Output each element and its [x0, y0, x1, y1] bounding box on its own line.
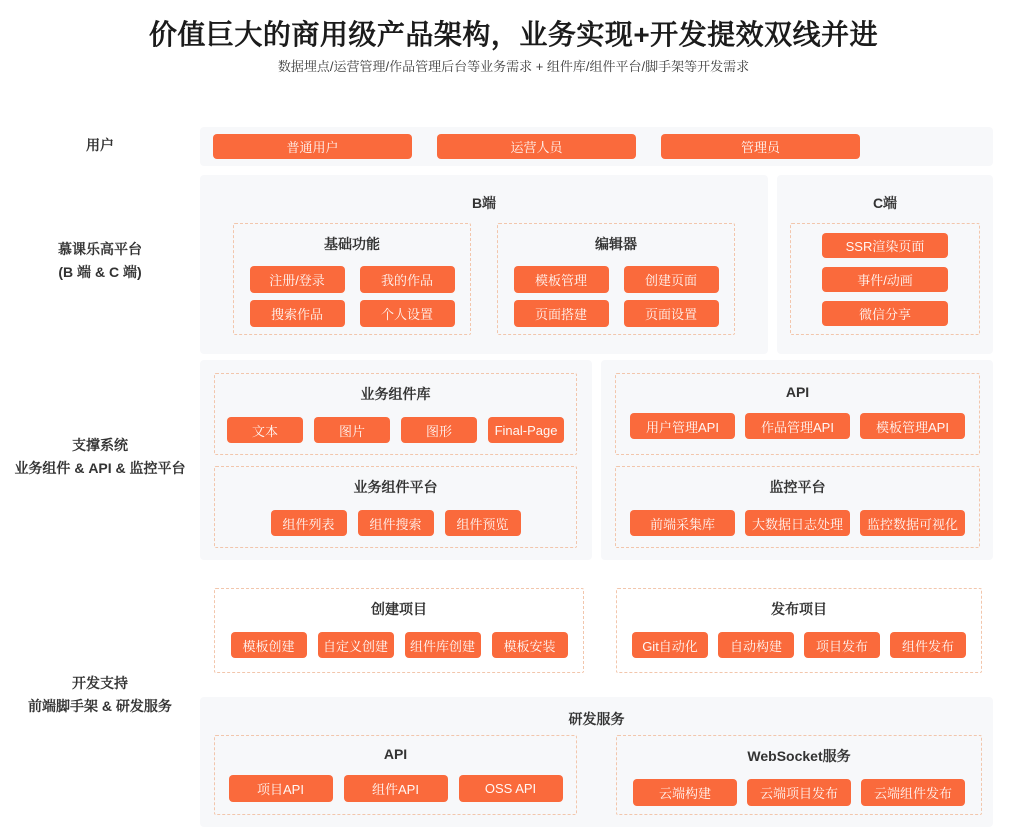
row-label-dev-line2: 前端脚手架 & 研发服务 [28, 698, 172, 714]
pill-operations-staff[interactable]: 运营人员 [437, 134, 636, 159]
c-side-panel [777, 175, 993, 354]
group-create-project-title: 创建项目 [371, 601, 427, 617]
pill-oss-api[interactable]: OSS API [459, 775, 563, 802]
pill-register-login[interactable]: 注册/登录 [250, 266, 345, 293]
group-websocket-service-buttons [617, 779, 981, 806]
pill-search-works[interactable]: 搜索作品 [250, 300, 345, 327]
group-websocket-service-title: WebSocket服务 [747, 748, 851, 764]
group-basic-functions [233, 223, 471, 335]
pill-image[interactable]: 图片 [314, 417, 390, 443]
group-editor [497, 223, 735, 335]
support-right-panel [601, 360, 993, 560]
pill-template-management[interactable]: 模板管理 [514, 266, 609, 293]
group-component-platform-buttons [215, 510, 576, 536]
pill-works-management-api[interactable]: 作品管理API [745, 413, 850, 439]
row-label-users-text: 用户 [86, 137, 114, 153]
row-label-dev-line1: 开发支持 [72, 675, 128, 691]
pill-template-install[interactable]: 模板安装 [492, 632, 568, 658]
pill-component-publish[interactable]: 组件发布 [890, 632, 966, 658]
page-subtitle: 数据埋点/运营管理/作品管理后台等业务需求 + 组件库/组件平台/脚手架等开发需求 [277, 59, 750, 74]
pill-cloud-build[interactable]: 云端构建 [633, 779, 737, 806]
pill-cloud-project-publish[interactable]: 云端项目发布 [747, 779, 851, 806]
page-title: 价值巨大的商用级产品架构，业务实现+开发提效双线并进 [148, 19, 879, 50]
pill-project-publish[interactable]: 项目发布 [804, 632, 880, 658]
services-panel [200, 697, 993, 827]
group-api-buttons [616, 413, 979, 439]
pill-personal-settings[interactable]: 个人设置 [360, 300, 455, 327]
group-editor-title: 编辑器 [595, 236, 637, 252]
group-component-library-title: 业务组件库 [360, 386, 431, 402]
pill-event-animation[interactable]: 事件/动画 [822, 267, 948, 292]
pill-component-search[interactable]: 组件搜索 [358, 510, 434, 536]
row-label-users [0, 134, 200, 157]
group-service-api [214, 735, 577, 815]
pill-template-management-api[interactable]: 模板管理API [860, 413, 965, 439]
pill-shape[interactable]: 图形 [401, 417, 477, 443]
support-left-panel [200, 360, 592, 560]
services-title: 研发服务 [568, 711, 625, 727]
pill-wechat-share[interactable]: 微信分享 [822, 301, 948, 326]
group-publish-project [616, 588, 982, 673]
b-side-panel [200, 175, 768, 354]
pill-user-management-api[interactable]: 用户管理API [630, 413, 735, 439]
group-api [615, 373, 980, 455]
group-publish-project-buttons [617, 632, 981, 658]
pill-admin[interactable]: 管理员 [661, 134, 860, 159]
pill-final-page[interactable]: Final-Page [488, 417, 564, 443]
pill-frontend-collector[interactable]: 前端采集库 [630, 510, 735, 536]
row-label-support [0, 434, 200, 480]
pill-component-list[interactable]: 组件列表 [271, 510, 347, 536]
row-label-platform-line2: (B 端 & C 端) [58, 264, 142, 280]
group-publish-project-title: 发布项目 [771, 601, 827, 617]
row-label-dev [0, 672, 200, 718]
group-monitor-platform-buttons [616, 510, 979, 536]
pill-cloud-component-publish[interactable]: 云端组件发布 [861, 779, 965, 806]
row-label-support-line2: 业务组件 & API & 监控平台 [14, 460, 186, 476]
pill-project-api[interactable]: 项目API [229, 775, 333, 802]
group-api-title: API [785, 384, 810, 400]
row-label-platform [0, 238, 200, 284]
pill-page-settings[interactable]: 页面设置 [624, 300, 719, 327]
group-monitor-platform [615, 466, 980, 548]
group-create-project-buttons [215, 632, 583, 658]
users-panel [200, 127, 993, 166]
row-label-platform-line1: 慕课乐高平台 [58, 241, 142, 257]
group-component-platform [214, 466, 577, 548]
pill-auto-build[interactable]: 自动构建 [718, 632, 794, 658]
row-label-support-line1: 支撑系统 [72, 437, 128, 453]
group-service-api-title: API [383, 746, 408, 762]
group-editor-buttons [514, 266, 719, 327]
pill-monitor-data-visualization[interactable]: 监控数据可视化 [860, 510, 965, 536]
group-component-platform-title: 业务组件平台 [353, 479, 438, 495]
pill-page-build[interactable]: 页面搭建 [514, 300, 609, 327]
pill-git-automation[interactable]: Git自动化 [632, 632, 708, 658]
group-basic-functions-buttons [250, 266, 455, 327]
group-websocket-service [616, 735, 982, 815]
b-side-title: B端 [471, 195, 497, 211]
group-service-api-buttons [215, 775, 576, 802]
pill-ssr-render-page[interactable]: SSR渲染页面 [822, 233, 948, 258]
pill-create-page[interactable]: 创建页面 [624, 266, 719, 293]
pill-component-api[interactable]: 组件API [344, 775, 448, 802]
group-c-side-features [790, 223, 980, 335]
group-basic-functions-title: 基础功能 [324, 236, 380, 252]
group-monitor-platform-title: 监控平台 [769, 479, 826, 495]
group-component-library-buttons [215, 417, 576, 443]
pill-my-works[interactable]: 我的作品 [360, 266, 455, 293]
pill-template-create[interactable]: 模板创建 [231, 632, 307, 658]
group-create-project [214, 588, 584, 673]
pill-custom-create[interactable]: 自定义创建 [318, 632, 394, 658]
pill-component-preview[interactable]: 组件预览 [445, 510, 521, 536]
c-side-title: C端 [872, 195, 898, 211]
pill-text[interactable]: 文本 [227, 417, 303, 443]
group-component-library [214, 373, 577, 455]
pill-bigdata-log-processing[interactable]: 大数据日志处理 [745, 510, 850, 536]
pill-component-lib-create[interactable]: 组件库创建 [405, 632, 481, 658]
pill-normal-user[interactable]: 普通用户 [213, 134, 412, 159]
